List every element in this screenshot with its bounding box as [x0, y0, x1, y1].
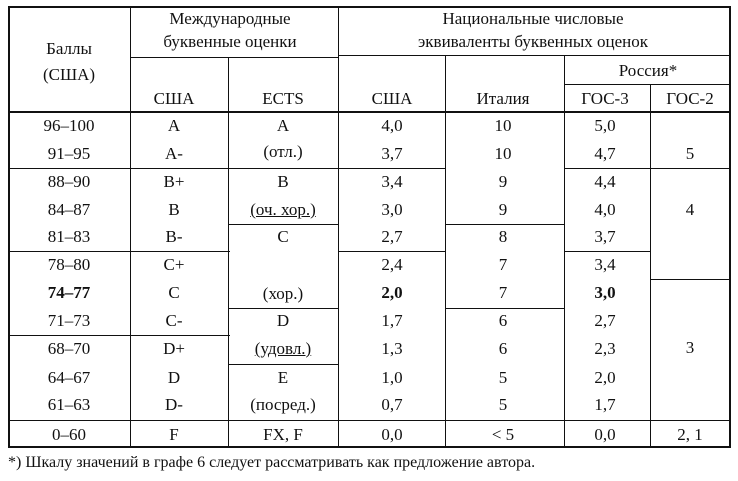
cell-italy: 5 [498, 395, 508, 414]
cell-gos3: 4,7 [594, 144, 616, 163]
table-border-bottom [8, 446, 730, 448]
cell-us-number: 1,7 [381, 311, 403, 330]
ects-grade-d: D [276, 311, 290, 330]
header-rule-national [338, 55, 730, 56]
cell-us-number: 3,4 [381, 172, 403, 191]
cell-gos3: 5,0 [594, 116, 616, 135]
gos2-rule-1 [650, 168, 730, 169]
cell-italy: 6 [498, 339, 508, 358]
cell-us-number: 1,0 [381, 368, 403, 387]
ects-grade-b: B [277, 172, 289, 191]
cell-score: 84–87 [47, 200, 91, 219]
cell-us-number: 0,0 [381, 425, 403, 444]
ects-grade-a: A [276, 116, 290, 135]
cell-us-letter: F [169, 425, 179, 444]
cell-gos3: 3,4 [594, 255, 616, 274]
italy-rule-3 [445, 420, 565, 421]
cell-us-number: 3,7 [381, 144, 403, 163]
cell-us-letter: A- [165, 144, 183, 163]
header-scores-line1: Баллы [46, 39, 92, 58]
col-divider-us-ects [228, 57, 229, 448]
cell-us-number: 2,0 [381, 283, 403, 302]
gos3-rule-3 [564, 420, 651, 421]
ects-word-a: (отл.) [263, 142, 303, 161]
cell-us-letter: B [168, 200, 180, 219]
table-border-right [729, 6, 731, 448]
cell-gos3: 2,7 [594, 311, 616, 330]
header-col-gos2: ГОС-2 [666, 89, 714, 108]
header-col-italy: Италия [476, 89, 530, 108]
cell-gos3: 4,4 [594, 172, 616, 191]
group-rule-df [8, 420, 230, 421]
cell-italy: 10 [494, 116, 512, 135]
cell-italy: < 5 [491, 425, 515, 444]
table-border-top [8, 6, 730, 8]
header-rule-russia [564, 84, 730, 85]
cell-us-letter: A [167, 116, 181, 135]
cell-us-letter: C- [165, 311, 183, 330]
cell-score: 91–95 [47, 144, 91, 163]
header-national-line2: эквиваленты буквенных оценок [417, 32, 649, 51]
ects-rule-de [228, 364, 338, 365]
cell-italy: 6 [498, 311, 508, 330]
cell-gos3: 2,0 [594, 368, 616, 387]
cell-score: 0–60 [52, 425, 86, 444]
gos2-grade-3: 3 [685, 338, 695, 357]
usnum-rule-1 [338, 168, 446, 169]
cell-us-number: 3,0 [381, 200, 403, 219]
header-bottom-rule [8, 111, 730, 113]
cell-us-letter: B+ [163, 172, 185, 191]
ects-rule-cd [228, 308, 338, 309]
ects-grade-fx-f: FX, F [263, 425, 303, 444]
table-border-left [8, 6, 10, 448]
cell-us-number: 2,7 [381, 227, 403, 246]
cell-us-number: 1,3 [381, 339, 403, 358]
header-scores-line2: (США) [42, 65, 96, 84]
header-rule-intl [130, 57, 338, 58]
italy-rule-2 [445, 308, 565, 309]
cell-us-number: 2,4 [381, 255, 403, 274]
ects-word-b: (оч. хор.) [250, 200, 316, 219]
cell-italy: 7 [498, 283, 508, 302]
gos3-rule-1 [564, 168, 651, 169]
cell-score: 64–67 [47, 368, 91, 387]
ects-word-d: (удовл.) [254, 339, 312, 358]
cell-gos3: 0,0 [594, 425, 616, 444]
cell-us-letter: D [167, 368, 181, 387]
cell-italy: 9 [498, 200, 508, 219]
gos2-grade-2-1: 2, 1 [677, 425, 703, 444]
cell-score: 81–83 [47, 227, 91, 246]
cell-score: 68–70 [47, 339, 91, 358]
header-col-gos3: ГОС-3 [581, 89, 629, 108]
cell-score: 74–77 [47, 283, 91, 302]
cell-score: 78–80 [47, 255, 91, 274]
gos3-rule-2 [564, 251, 651, 252]
cell-score: 61–63 [47, 395, 91, 414]
usnum-rule-3 [338, 420, 446, 421]
ects-word-c: (хор.) [262, 284, 304, 303]
ects-rule-ab [228, 168, 338, 169]
cell-score: 71–73 [47, 311, 91, 330]
cell-us-letter: B- [165, 227, 183, 246]
ects-grade-c: C [277, 227, 289, 246]
cell-italy: 5 [498, 368, 508, 387]
cell-gos3: 4,0 [594, 200, 616, 219]
gos2-rule-2 [650, 279, 730, 280]
usnum-rule-2 [338, 251, 446, 252]
cell-score: 96–100 [43, 116, 95, 135]
cell-italy: 10 [494, 144, 512, 163]
cell-italy: 9 [498, 172, 508, 191]
cell-gos3: 2,3 [594, 339, 616, 358]
gos2-grade-5: 5 [685, 144, 695, 163]
header-intl-line1: Международные [169, 9, 291, 28]
cell-us-letter: C+ [163, 255, 185, 274]
group-rule-ab [8, 168, 230, 169]
gos2-grade-4: 4 [685, 200, 695, 219]
group-rule-cd [8, 335, 230, 336]
cell-us-letter: D- [165, 395, 183, 414]
cell-us-letter: D+ [163, 339, 185, 358]
header-col-us-letter: США [153, 89, 195, 108]
cell-gos3: 3,0 [594, 283, 616, 302]
header-national-line1: Национальные числовые [442, 9, 624, 28]
header-intl-line2: буквенные оценки [163, 32, 297, 51]
ects-rule-ef [228, 420, 338, 421]
gos2-rule-3 [650, 420, 730, 421]
ects-rule-bc [228, 224, 338, 225]
footnote: *) Шкалу значений в графе 6 следует рассматривать как предложение автора. [8, 454, 536, 471]
cell-gos3: 1,7 [594, 395, 616, 414]
col-divider-intl-national [338, 6, 339, 448]
header-col-ects: ECTS [262, 89, 304, 108]
cell-italy: 8 [498, 227, 508, 246]
cell-us-number: 0,7 [381, 395, 403, 414]
col-divider-scores [130, 6, 131, 448]
ects-grade-e: E [277, 368, 289, 387]
cell-us-number: 4,0 [381, 116, 403, 135]
ects-word-e: (посред.) [250, 395, 316, 414]
cell-italy: 7 [498, 255, 508, 274]
header-russia: Россия* [618, 61, 678, 80]
cell-score: 88–90 [47, 172, 91, 191]
cell-us-letter: C [168, 283, 180, 302]
header-col-us-number: США [371, 89, 413, 108]
cell-gos3: 3,7 [594, 227, 616, 246]
italy-rule-1 [445, 224, 565, 225]
group-rule-bc [8, 251, 230, 252]
col-divider-gos3-gos2 [650, 84, 651, 448]
